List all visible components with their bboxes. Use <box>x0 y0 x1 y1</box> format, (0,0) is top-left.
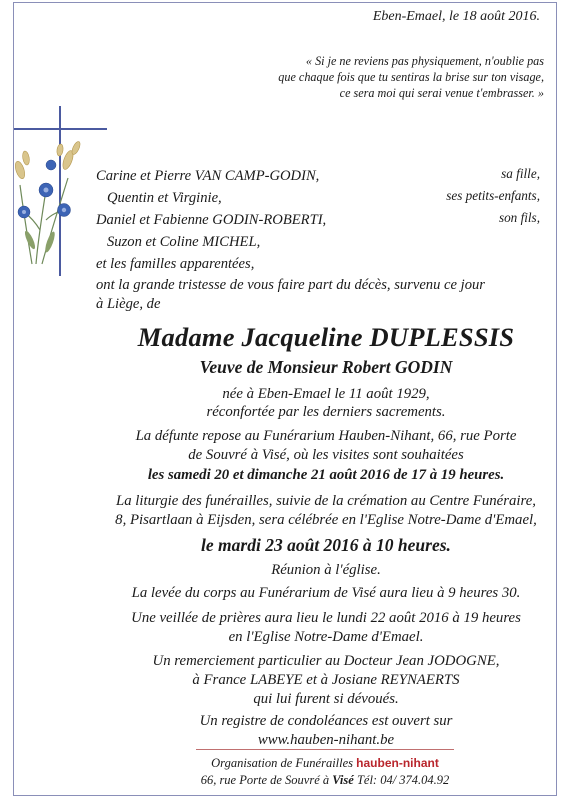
announcement-line: ont la grande tristesse de vous faire part du décès, survenu ce jour <box>96 277 485 293</box>
family-relation: son fils, <box>498 210 540 225</box>
liturgy-line: La liturgie des funérailles, suivie de la crémation au Centre Funéraire, <box>115 493 536 509</box>
sacraments-info: réconfortée par les derniers sacrements. <box>206 404 446 420</box>
family-relation: sa fille, <box>501 166 540 181</box>
deceased-name: Madame Jacqueline DUPLESSIS <box>137 322 515 352</box>
lifting-info: La levée du corps au Funérarium de Visé aura lieu à 9 heures 30. <box>131 585 521 601</box>
family-relation: ses petits-enfants, <box>446 188 540 203</box>
condolence-register <box>96 712 556 750</box>
family-member: Quentin et Virginie, <box>107 190 222 206</box>
thanks-line: qui lui furent si dévoués. <box>253 691 399 707</box>
quote-line: que chaque fois que tu sentiras la brise sur ton visage, <box>278 70 544 84</box>
register-url[interactable]: www.hauben-nihant.be <box>257 732 395 748</box>
ceremony-date: le mardi 23 août 2016 à 10 heures. <box>201 535 451 555</box>
thanks-line: à France LABEYE et à Josiane REYNAERTS <box>192 672 460 688</box>
thanks-info <box>96 652 556 709</box>
announcement <box>96 276 485 314</box>
vigil-line: Une veillée de prières aura lieu le lundi 22 août 2016 à 19 heures <box>131 610 521 626</box>
liturgy-info <box>96 492 556 530</box>
footer-phone: Tél: 04/ 374.04.92 <box>356 773 450 787</box>
quote-line: « Si je ne reviens pas physiquement, n'oublie pas <box>305 54 544 68</box>
family-member: et les familles apparentées, <box>96 256 255 272</box>
register-line: Un registre de condoléances est ouvert sur <box>199 713 453 729</box>
family-member: Carine et Pierre VAN CAMP-GODIN, <box>96 168 320 184</box>
memorial-quote <box>278 53 544 101</box>
footer-street: 66, rue Porte de Souvré à <box>200 773 330 787</box>
dateline: Eben-Emael, le 18 août 2016. <box>372 9 540 24</box>
family-member: Suzon et Coline MICHEL, <box>107 234 261 250</box>
birth-info: née à Eben-Emael le 11 août 1929, <box>222 386 430 402</box>
family-member: Daniel et Fabienne GODIN-ROBERTI, <box>96 212 327 228</box>
footer-organisation <box>150 755 500 771</box>
footer-organisation-label: Organisation de Funérailles <box>211 756 354 770</box>
footer-address <box>150 772 500 788</box>
brand-logo: hauben-nihant <box>356 756 439 770</box>
announcement-line: à Liège, de <box>96 296 161 312</box>
cornflower-wheat-illustration <box>6 130 96 265</box>
repose-line: La défunte repose au Funérarium Hauben-Nihant, 66, rue Porte <box>135 428 517 444</box>
footer-divider <box>196 749 454 750</box>
vigil-info <box>96 609 556 647</box>
quote-line: ce sera moi qui serai venue t'embrasser. » <box>339 86 544 100</box>
widow-of: Veuve de Monsieur Robert GODIN <box>199 357 453 377</box>
repose-line: de Souvré à Visé, où les visites sont souhaitées <box>188 447 464 463</box>
liturgy-line: 8, Pisartlaan à Eijsden, sera célébrée en l'Eglise Notre-Dame d'Emael, <box>115 512 537 528</box>
meeting-info: Réunion à l'église. <box>271 562 381 578</box>
footer-town: Visé <box>332 773 354 787</box>
vigil-line: en l'Eglise Notre-Dame d'Emael. <box>228 629 424 645</box>
visiting-hours: les samedi 20 et dimanche 21 août 2016 de 17 à 19 heures. <box>147 467 505 483</box>
thanks-line: Un remerciement particulier au Docteur Jean JODOGNE, <box>152 653 500 669</box>
repose-info <box>96 427 556 465</box>
